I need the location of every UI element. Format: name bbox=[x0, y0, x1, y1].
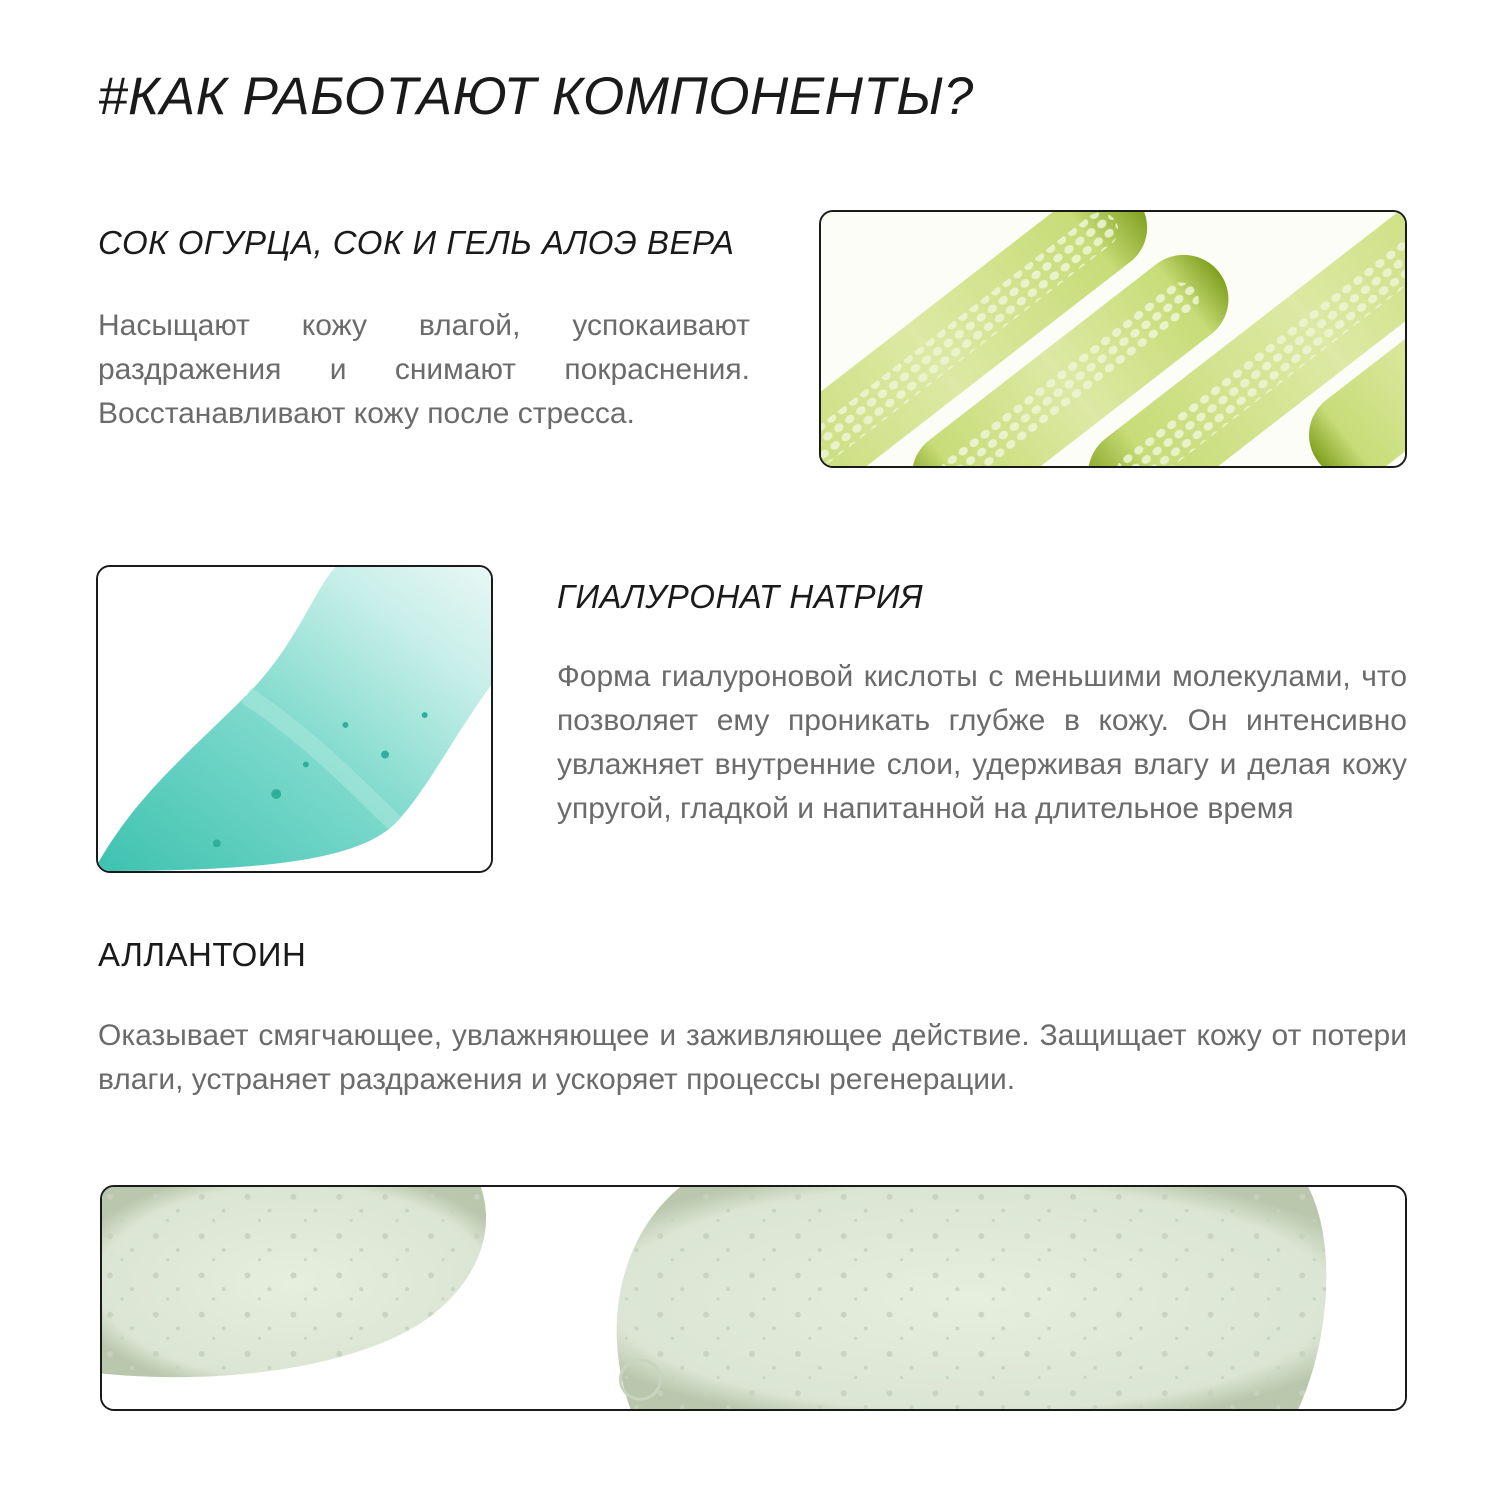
turquoise-gel-smear-photo bbox=[96, 565, 493, 873]
section-text-allantoin: Оказывает смягчающее, увлажняющее и заживляющее действие. Защищает кожу от потери влаги, устраняет раздражения и ускоряет процессы регенерации. bbox=[98, 1019, 1407, 1096]
section-text-cucumber: Насыщают кожу влагой, успокаивают раздражения и снимают покраснения. Восстанавливают кожу после стресса. bbox=[98, 309, 750, 430]
section-heading-cucumber: СОК ОГУРЦА, СОК И ГЕЛЬ АЛОЭ ВЕРА bbox=[98, 224, 735, 261]
cucumber-slices-photo bbox=[819, 210, 1407, 468]
section-text-hyaluronate: Форма гиалуроновой кислоты с меньшими молекулами, что позволяет ему проникать глубже в кожу. Он интенсивно увлажняет внутренние слои, удерживая влагу и делая кожу упругой, гладкой и напитанной на длительное время bbox=[557, 660, 1407, 825]
page-title: #КАК РАБОТАЮТ КОМПОНЕНТЫ? bbox=[98, 67, 974, 126]
section-heading-hyaluronate: ГИАЛУРОНАТ НАТРИЯ bbox=[557, 578, 924, 615]
clear-gel-drops-photo bbox=[100, 1185, 1407, 1411]
section-heading-allantoin: АЛЛАНТОИН bbox=[98, 936, 307, 973]
